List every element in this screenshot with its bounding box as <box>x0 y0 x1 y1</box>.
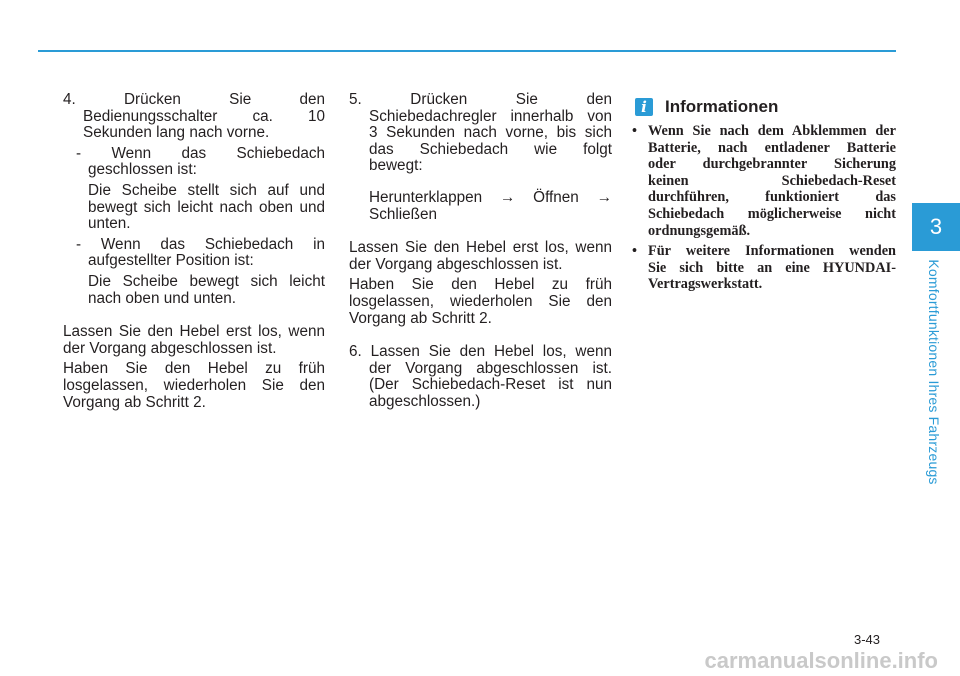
text-line: - Wenn das Schiebedach <box>76 144 325 162</box>
text-line: aufgestellter Position ist: <box>88 252 254 270</box>
chapter-title: Komfortfunktionen Ihres Fahrzeugs <box>926 259 942 485</box>
text-line: geschlossen ist: <box>88 161 197 179</box>
text-line: 5. Drücken Sie den <box>349 91 612 108</box>
left-column <box>63 92 325 411</box>
text-line: - Wenn das Schiebedach in <box>76 235 325 253</box>
text-line: Die Scheibe bewegt sich leicht <box>88 272 325 290</box>
text-line: der Vorgang abgeschlossen ist. <box>63 339 277 357</box>
text-line: Herunterklappen → Öffnen → <box>369 188 612 206</box>
text-line: (Der Schiebedach-Reset ist nun <box>369 376 612 394</box>
sub-item-raised <box>63 237 325 270</box>
bullet-line <box>632 243 896 260</box>
text-line: Schiebedachregler innerhalb von <box>369 107 612 125</box>
text-line: Vorgang ab Schritt 2. <box>349 309 492 327</box>
text-line: Haben Sie den Hebel zu früh <box>349 276 612 294</box>
text-line: abgeschlossen.) <box>369 392 481 410</box>
text-line: Haben Sie den Hebel zu früh <box>63 360 325 378</box>
info-header <box>632 96 896 118</box>
info-title: Informationen <box>665 96 779 116</box>
text-line: bewegt: <box>369 157 423 175</box>
info-bullet-2 <box>632 243 896 293</box>
paragraph-repeat <box>63 361 325 411</box>
paragraph-repeat <box>349 277 612 327</box>
sub-item-closed <box>63 146 325 179</box>
paragraph-release <box>63 324 325 357</box>
text-line: oder durchgebrannter Sicherung <box>648 156 896 173</box>
bullet-icon: • <box>632 123 638 139</box>
text-line: 6. Lassen Sie den Hebel los, wenn <box>349 343 612 361</box>
text-line: Sekunden lang nach vorne. <box>83 124 270 142</box>
sub-item-closed-text <box>63 183 325 233</box>
text-line: Schiebedach möglicherweise nicht <box>648 205 896 222</box>
text-line: bewegt sich leicht nach oben und <box>88 198 325 216</box>
bullet-icon: • <box>632 243 638 260</box>
paragraph-release <box>349 240 612 273</box>
info-box <box>632 96 896 293</box>
text-line: der Vorgang abgeschlossen ist. <box>369 359 612 377</box>
text-line: Für weitere Informationen wenden <box>648 243 896 260</box>
text-line: Vertragswerkstatt. <box>648 276 763 293</box>
text-line: losgelassen, wiederholen Sie den <box>63 376 325 394</box>
text-line: unten. <box>88 215 131 233</box>
step-4 <box>63 92 325 142</box>
text-line: 3 Sekunden nach vorne, bis sich <box>369 124 612 142</box>
chapter-tab: 3 <box>912 203 960 251</box>
text-line: Lassen Sie den Hebel erst los, wenn <box>349 239 612 257</box>
text-line: Batterie, nach entladener Batterie <box>648 139 896 156</box>
middle-column <box>349 92 612 411</box>
text-line: das Schiebedach wie folgt <box>369 140 612 158</box>
info-i-icon: i <box>635 98 653 116</box>
text-line: keinen Schiebedach-Reset <box>648 172 896 189</box>
text-line: Vorgang ab Schritt 2. <box>63 393 206 411</box>
text-line: Lassen Sie den Hebel erst los, wenn <box>63 323 325 341</box>
header-rule <box>38 50 896 52</box>
info-bullet-1 <box>632 123 896 239</box>
sequence <box>349 190 612 223</box>
sub-item-raised-text <box>63 274 325 307</box>
text-line: Wenn Sie nach dem Abklemmen der <box>648 123 896 139</box>
page-number: 3-43 <box>854 632 881 647</box>
text-line: losgelassen, wiederholen Sie den <box>349 292 612 310</box>
text-line: Sie sich bitte an eine HYUNDAI- <box>648 259 896 276</box>
text-line: nach oben und unten. <box>88 289 237 307</box>
step-5 <box>349 92 612 175</box>
text-line: Die Scheibe stellt sich auf und <box>88 181 325 199</box>
text-line: ordnungsgemäß. <box>648 222 751 239</box>
text-line: der Vorgang abgeschlossen ist. <box>349 255 563 273</box>
text-line: Schließen <box>369 205 438 223</box>
text-line: Bedienungsschalter ca. 10 <box>83 107 325 125</box>
text-line: durchführen, funktioniert das <box>648 189 896 206</box>
step-6 <box>349 344 612 410</box>
bullet-line <box>632 123 896 140</box>
text-line: 4. Drücken Sie den <box>63 91 325 108</box>
watermark: carmanualsonline.info <box>704 648 938 673</box>
